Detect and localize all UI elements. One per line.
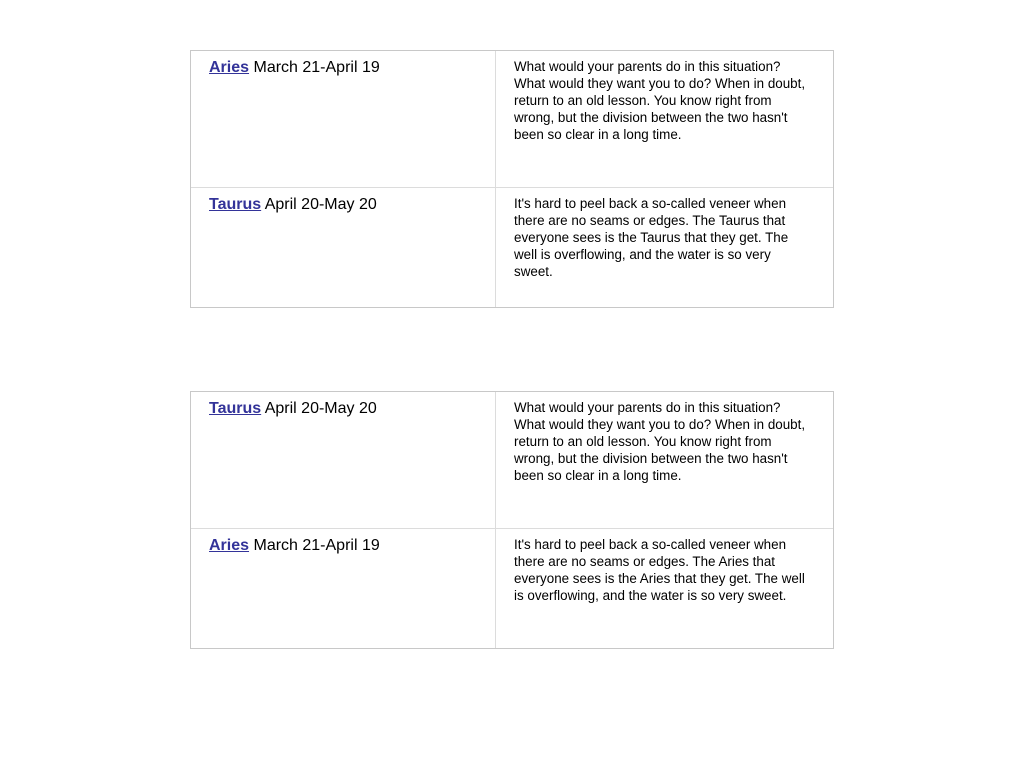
sign-link-taurus[interactable]: Taurus (209, 400, 262, 417)
sign-dates: March 21-April 19 (253, 537, 380, 554)
horoscope-table-2 (190, 391, 834, 649)
horoscope-text: What would your parents do in this situation? What would they want you to do? When in doubt, return to an old lesson. You know right from wrong, but the division between the two hasn't been so clear in a long time. (514, 59, 806, 142)
horoscope-text: It's hard to peel back a so-called veneer when there are no seams or edges. The Aries that everyone sees is the Aries that they get. The well is overflowing, and the water is so very sweet. (514, 537, 805, 603)
sign-dates: April 20-May 20 (264, 400, 377, 417)
sign-link-aries[interactable]: Aries (209, 537, 250, 554)
sign-link-taurus[interactable]: Taurus (209, 196, 262, 213)
sign-dates: April 20-May 20 (264, 196, 377, 213)
sign-cell (191, 392, 496, 528)
sign-cell (191, 529, 496, 648)
sign-link-aries[interactable]: Aries (209, 59, 250, 76)
horoscope-text: It's hard to peel back a so-called veneer when there are no seams or edges. The Taurus that everyone sees is the Taurus that they get. The well is overflowing, and the water is so very sweet. (514, 196, 789, 279)
sign-cell (191, 188, 496, 307)
horoscope-table-1 (190, 50, 834, 308)
horoscope-text: What would your parents do in this situation? What would they want you to do? When in doubt, return to an old lesson. You know right from wrong, but the division between the two hasn't been so clear in a long time. (514, 400, 806, 483)
table-row (191, 51, 833, 188)
table-row (191, 188, 833, 307)
sign-cell (191, 51, 496, 187)
sign-dates: March 21-April 19 (253, 59, 380, 76)
table-row (191, 392, 833, 529)
table-row (191, 529, 833, 648)
